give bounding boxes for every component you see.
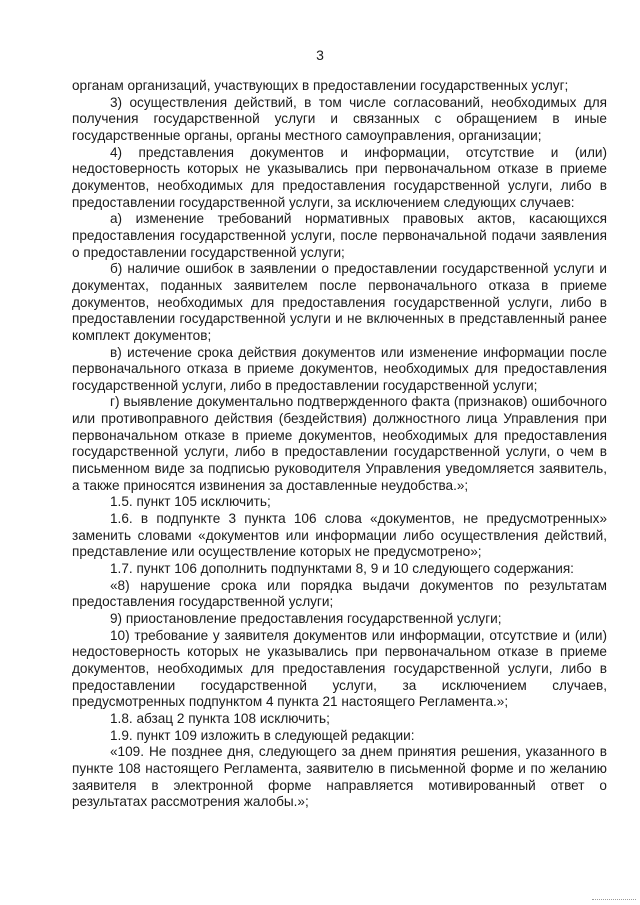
paragraph-item-4: 4) представления документов и информации, отсутствие и (или) недостоверность которых не указывались при первоначальном отказе в приеме документов, необходимых для предоставления государственной услуги, либо в предоставлении государственной услуги, за исключением следующих случаев: xyxy=(72,144,607,210)
paragraph-subitem-10: 10) требование у заявителя документов или информации, отсутствие и (или) недостоверность которых не указывались при первоначальном отказе в приеме документов, необходимых для предоставления государственной услуги, либо в предоставлении государственной услуги, за исключением случаев, предусмотренных подпунктом 4 пункта 21 настоящего Регламента.»; xyxy=(72,627,607,710)
paragraph-subitem-8: «8) нарушение срока или порядка выдачи документов по результатам предоставления государственной услуги; xyxy=(72,577,607,610)
paragraph-continuation: органам организаций, участвующих в предоставлении государственных услуг; xyxy=(72,78,569,93)
paragraph-1-8: 1.8. абзац 2 пункта 108 исключить; xyxy=(110,710,330,726)
paragraph-1-9: 1.9. пункт 109 изложить в следующей редакции: xyxy=(110,727,415,743)
paragraph-1-6: 1.6. в подпункте 3 пункта 106 слова «документов, не предусмотренных» заменить словами «документов или информации либо осуществления действий, представление или осуществление которых не предусмотрено»; xyxy=(72,511,607,560)
paragraph-item-a: а) изменение требований нормативных правовых актов, касающихся предоставления государственной услуги, после первоначальной подачи заявления о предоставлении государственной услуги; xyxy=(72,211,607,260)
paragraph-1-7: 1.7. пункт 106 дополнить подпунктами 8, 9 и 10 следующего содержания: xyxy=(110,561,574,577)
document-body xyxy=(72,78,607,811)
paragraph-item-b: б) наличие ошибок в заявлении о предоставлении государственной услуги и документах, поданных заявителем после первоначального отказа в приеме документов, необходимых для предоставления государственной услуги, либо в предоставлении государственной услуги и не включенных в представленный ранее комплект документов; xyxy=(72,261,607,343)
paragraph-subitem-9: 9) приостановление предоставления государственной услуги; xyxy=(110,611,502,626)
scan-edge-mark xyxy=(592,899,636,902)
paragraph-item-3: 3) осуществления действий, в том числе согласований, необходимых для получения государственной услуги и связанных с обращением в иные государственные органы, органы местного самоуправления, организации; xyxy=(72,94,607,143)
paragraph-item-v: в) истечение срока действия документов или изменение информации после первоначального отказа в приеме документов, необходимых для предоставления государственной услуги, либо в предоставлении государственной услуги; xyxy=(72,344,607,393)
paragraph-item-g: г) выявление документально подтвержденного факта (признаков) ошибочного или противоправного действия (бездействия) должностного лица Управления при первоначальном отказе в приеме документов, необходимых для предоставления государственной услуги, либо в предоставлении государственной услуги, о чем в письменном виде за подписью руководителя Управления уведомляется заявитель, а также приносятся извинения за доставленные неудобства.»; xyxy=(72,394,607,493)
paragraph-1-5: 1.5. пункт 105 исключить; xyxy=(110,494,271,510)
page-number: 3 xyxy=(316,47,324,63)
paragraph-109: «109. Не позднее дня, следующего за днем принятия решения, указанного в пункте 108 настоящего Регламента, заявителю в письменной форме и по желанию заявителя в электронной форме направляется мотивированный ответ о результатах рассмотрения жалобы.»; xyxy=(72,744,607,810)
